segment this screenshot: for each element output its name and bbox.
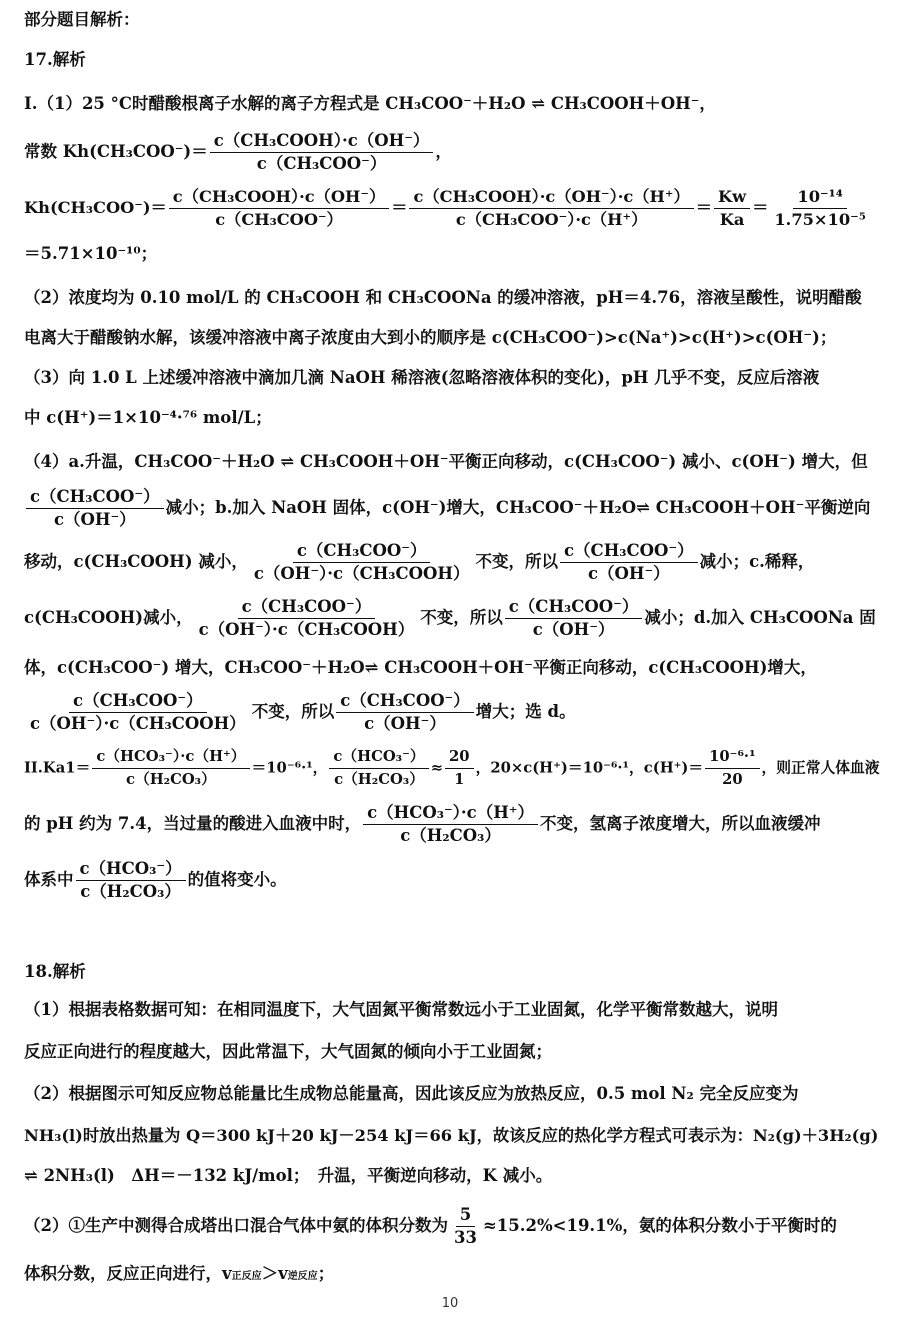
q18-p3b (24, 1262, 880, 1289)
f2-den: c（CH₃COO⁻）·c（H⁺） (455, 210, 648, 229)
p4f-c: 增大；选 d。 (475, 702, 576, 721)
f1-den: c（CH₃COO⁻） (215, 210, 343, 229)
ratio-num-4: c（CH₃COO⁻） (336, 690, 474, 713)
ratio-num-3: c（CH₃COO⁻） (505, 596, 643, 619)
kh-prefix: 常数 Kh(CH₃COO⁻)＝ (24, 142, 208, 161)
p3a-pre: （2）①生产中测得合成塔出口混合气体中氨的体积分数为 (24, 1216, 448, 1235)
kh-comma: ， (435, 142, 452, 161)
p3b-end: ； (317, 1264, 335, 1283)
ii3-b: 的值将变小。 (187, 870, 287, 889)
ii-f4-num: 10⁻⁶·¹ (705, 746, 759, 769)
q17-title: 17.解析 (24, 50, 86, 69)
p3a-fraction (450, 1204, 481, 1249)
ii-f2-fraction (329, 746, 428, 791)
f1-num: c（CH₃COOH）·c（OH⁻） (169, 186, 389, 209)
p3a-post: ≈15.2%<19.1%，氨的体积分数小于平衡时的 (482, 1216, 837, 1235)
ii-f4-fraction (705, 746, 759, 791)
kh-fraction (210, 130, 434, 175)
ii3-fraction (76, 858, 186, 903)
ii-prefix: II.Ka1＝ (24, 759, 91, 777)
q17-p2a (24, 286, 880, 310)
q18-p2c: ⇌ 2NH₃(l) ΔH＝－132 kJ/mol； 升温，平衡逆向移动，K 减小。 (24, 1166, 553, 1185)
p3a-num: 5 (456, 1204, 475, 1227)
p4f-b: 不变，所以 (251, 702, 335, 721)
f4-num: 10⁻¹⁴ (793, 186, 846, 209)
q17-ii-line-1 (24, 746, 880, 791)
ii-f3-den: 1 (454, 771, 465, 788)
f3-num: Kw (714, 186, 750, 209)
kh-num: c（CH₃COOH）·c（OH⁻） (210, 130, 434, 153)
p3b-a: 体积分数，反应正向进行，v (24, 1264, 232, 1283)
q17-p2a-text: （2）浓度均为 0.10 mol/L 的 CH₃COOH 和 CH₃COONa 的缓冲溶液，pH＝4.76，溶液呈酸性，说明醋酸 (24, 288, 862, 307)
q17-p2b: 电离大于醋酸钠水解，该缓冲溶液中离子浓度由大到小的顺序是 c(CH₃COO⁻)>c(Na⁺)>c(H⁺)>c(OH⁻)； (24, 328, 837, 347)
ii2-a: 的 pH 约为 7.4，当过量的酸进入血液中时， (24, 814, 362, 833)
q17-ii-line-2 (24, 802, 880, 847)
ii2-b: 不变，氢离子浓度增大，所以血液缓冲 (540, 814, 821, 833)
ratio-fraction-3 (505, 596, 643, 641)
q18-p2a: （2）根据图示可知反应物总能量比生成物总能量高，因此该反应为放热反应，0.5 mol N₂ 完全反应变为 (24, 1084, 799, 1103)
p4d-a: c(CH₃COOH)减小， (24, 608, 193, 627)
q17-kh-line (24, 130, 880, 175)
q17-result: ＝5.71×10⁻¹⁰； (24, 244, 158, 263)
ii-f2-num: c（HCO₃⁻） (329, 746, 428, 769)
p4b-text: 减小；b.加入 NaOH 固体，c(OH⁻)增大，CH₃COO⁻＋H₂O⇌ CH₃COOH＋OH⁻平衡逆向 (165, 498, 871, 517)
big-num-2: c（CH₃COO⁻） (238, 596, 376, 619)
f4-den: 1.75×10⁻⁵ (774, 210, 866, 229)
big-fraction-1 (250, 540, 474, 585)
eq-2: ＝ (695, 198, 712, 217)
ii3-a: 体系中 (24, 870, 74, 889)
f2-fraction (409, 186, 693, 231)
ratio-den: c（OH⁻） (53, 510, 136, 529)
q18-p1b: 反应正向进行的程度越大，因此常温下，大气固氮的倾向小于工业固氮； (24, 1042, 552, 1061)
q17-p4f (24, 690, 880, 735)
f3-den: Ka (719, 210, 745, 229)
big-num-1: c（CH₃COO⁻） (293, 540, 431, 563)
ii2-den: c（H₂CO₃） (400, 826, 501, 845)
ii3-den: c（H₂CO₃） (80, 882, 181, 901)
p4d-b: 不变，所以 (420, 608, 503, 627)
ratio-fraction-2 (560, 540, 698, 585)
ii-f2-den: c（H₂CO₃） (334, 771, 425, 788)
q18-p2b: NH₃(l)时放出热量为 Q＝300 kJ＋20 kJ－254 kJ＝66 kJ，故该反应的热化学方程式可表示为：N₂(g)＋3H₂(g) (24, 1126, 879, 1145)
p3b-gt: ＞v (261, 1264, 288, 1283)
ii-f3-fraction (445, 746, 474, 791)
q17-p3a: （3）向 1.0 L 上述缓冲溶液中滴加几滴 NaOH 稀溶液(忽略溶液体积的变化)，pH 几乎不变，反应后溶液 (24, 368, 820, 387)
big-den-2: c（OH⁻）·c（CH₃COOH） (198, 620, 415, 639)
p3a-den: 33 (453, 1228, 477, 1247)
eq-3: ＝ (752, 198, 769, 217)
ii-mid: ，20×c(H⁺)＝10⁻⁶·¹，c(H⁺)＝ (475, 759, 704, 777)
q17-p3b: 中 c(H⁺)＝1×10⁻⁴·⁷⁶ mol/L； (24, 408, 272, 427)
big-fraction-3 (26, 690, 250, 735)
q17-ii-line-3 (24, 858, 880, 903)
ratio-num: c（CH₃COO⁻） (26, 486, 164, 509)
q18-title: 18.解析 (24, 962, 86, 981)
ratio-den-4: c（OH⁻） (364, 714, 446, 733)
ratio-num-2: c（CH₃COO⁻） (560, 540, 698, 563)
ii-f4-den: 20 (722, 771, 743, 788)
p4c-a: 移动，c(CH₃COOH) 减小， (24, 552, 248, 571)
ii-f1-fraction (92, 746, 249, 791)
ii3-num: c（HCO₃⁻） (76, 858, 186, 881)
ii-approx: ≈ (430, 759, 444, 777)
q17-p4c (24, 540, 880, 585)
ii-end: ，则正常人体血液 (761, 759, 880, 777)
kh-den: c（CH₃COO⁻） (256, 154, 387, 173)
q18-p1a: （1）根据表格数据可知：在相同温度下，大气固氮平衡常数远小于工业固氮，化学平衡常数越大，说明 (24, 1000, 778, 1019)
ii-f1-den: c（H₂CO₃） (125, 771, 216, 788)
ratio-fraction (26, 486, 164, 531)
p4c-b: 不变，所以 (475, 552, 559, 571)
ii-eq: ＝10⁻⁶·¹， (251, 759, 328, 777)
q17-p4d (24, 596, 880, 641)
big-fraction-2 (195, 596, 419, 641)
q17-kh2-line (24, 186, 880, 231)
ii2-fraction (363, 802, 538, 847)
p3b-sub1: 正反应 (231, 1271, 262, 1282)
f2-num: c（CH₃COOH）·c（OH⁻）·c（H⁺） (409, 186, 693, 209)
big-den-3: c（OH⁻）·c（CH₃COOH） (30, 714, 246, 733)
p4d-c: 减小；d.加入 CH₃COONa 固 (644, 608, 876, 627)
f4-fraction (770, 186, 870, 231)
ratio-den-2: c（OH⁻） (587, 564, 670, 583)
q17-p4e: 体，c(CH₃COO⁻) 增大，CH₃COO⁻＋H₂O⇌ CH₃COOH＋OH⁻平衡正向移动，c(CH₃COOH)增大， (24, 658, 817, 677)
big-den-1: c（OH⁻）·c（CH₃COOH） (253, 564, 470, 583)
ii2-num: c（HCO₃⁻）·c（H⁺） (363, 802, 538, 825)
kh2-prefix: Kh(CH₃COO⁻)＝ (24, 198, 167, 217)
page-number: 10 (441, 1296, 459, 1311)
q17-p4b (24, 486, 880, 531)
ratio-fraction-4 (336, 690, 474, 735)
ratio-den-3: c（OH⁻） (532, 620, 615, 639)
ii-f1-num: c（HCO₃⁻）·c（H⁺） (92, 746, 249, 769)
f3-fraction (714, 186, 750, 231)
q18-p3a (24, 1204, 880, 1249)
big-num-3: c（CH₃COO⁻） (69, 690, 207, 713)
eq-1: ＝ (391, 198, 408, 217)
f1-fraction (169, 186, 389, 231)
p4c-c: 减小；c.稀释， (699, 552, 815, 571)
ii-f3-num: 20 (445, 746, 474, 769)
page-header: 部分题目解析： (24, 10, 140, 29)
p3b-sub2: 逆反应 (287, 1271, 318, 1282)
q17-p4a: （4）a.升温，CH₃COO⁻＋H₂O ⇌ CH₃COOH＋OH⁻平衡正向移动，c(CH₃COO⁻) 减小、c(OH⁻) 增大，但 (24, 452, 868, 471)
q17-line-1: I.（1）25 °C时醋酸根离子水解的离子方程式是 CH₃COO⁻＋H₂O ⇌ CH₃COOH＋OH⁻， (24, 94, 716, 113)
